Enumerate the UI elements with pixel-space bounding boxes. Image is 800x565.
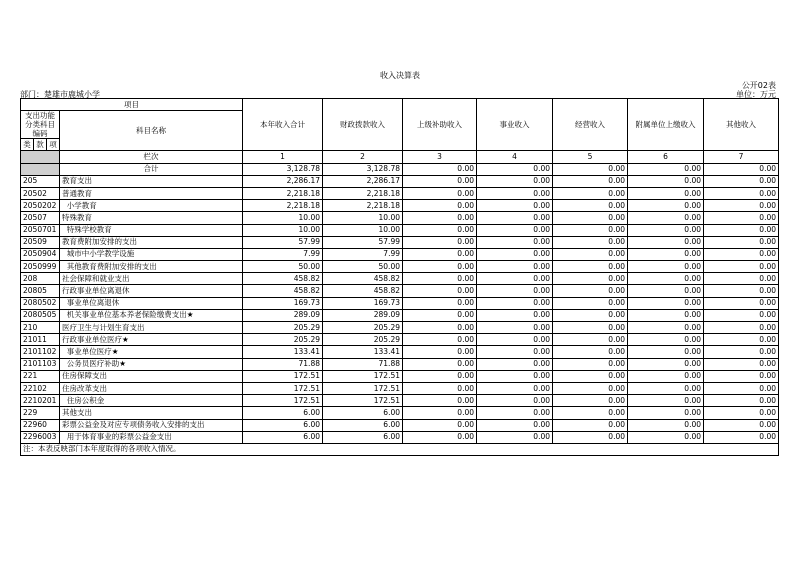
subject-code: 2210201 [21,395,60,407]
total-value: 0.00 [553,163,628,175]
amount-cell: 0.00 [628,334,704,346]
amount-cell: 133.41 [243,346,323,358]
table-row [21,346,779,358]
amount-cell: 0.00 [628,297,704,309]
table-row [21,395,779,407]
subject-code: 20805 [21,285,60,297]
report-title: 收入决算表 [380,71,420,80]
amount-cell: 0.00 [704,236,779,248]
header-kuan: 款 [34,139,47,151]
subject-code: 2080502 [21,297,60,309]
amount-cell: 0.00 [477,407,553,419]
subject-name: 住房改革支出 [60,382,243,394]
subject-code: 2080505 [21,309,60,321]
amount-cell: 6.00 [323,419,403,431]
amount-cell: 0.00 [403,395,477,407]
form-number: 公开02表 [741,81,776,90]
header-col-2: 财政拨款收入 [323,99,403,151]
total-label: 合计 [60,163,243,175]
amount-cell: 0.00 [477,382,553,394]
amount-cell: 0.00 [704,261,779,273]
subject-name: 其他教育费附加安排的支出 [60,261,243,273]
amount-cell: 0.00 [553,261,628,273]
amount-cell: 0.00 [477,224,553,236]
amount-cell: 0.00 [704,297,779,309]
amount-cell: 6.00 [243,431,323,443]
amount-cell: 0.00 [403,358,477,370]
amount-cell: 0.00 [477,419,553,431]
col-num-2: 2 [323,151,403,163]
amount-cell: 172.51 [243,395,323,407]
amount-cell: 0.00 [628,200,704,212]
subject-code: 229 [21,407,60,419]
subject-name: 城市中小学教学设施 [60,248,243,260]
amount-cell: 0.00 [628,309,704,321]
amount-cell: 0.00 [628,419,704,431]
amount-cell: 0.00 [477,334,553,346]
lanci-code-cell [21,151,60,163]
total-value: 0.00 [704,163,779,175]
amount-cell: 0.00 [477,370,553,382]
amount-cell: 0.00 [704,187,779,199]
subject-code: 2296003 [21,431,60,443]
amount-cell: 57.99 [323,236,403,248]
amount-cell: 458.82 [243,285,323,297]
table-row [21,236,779,248]
table-row [21,224,779,236]
header-lei: 类 [21,139,34,151]
amount-cell: 458.82 [243,273,323,285]
amount-cell: 169.73 [243,297,323,309]
col-num-3: 3 [403,151,477,163]
amount-cell: 0.00 [704,285,779,297]
amount-cell: 0.00 [553,382,628,394]
amount-cell: 0.00 [477,297,553,309]
subject-code: 2050904 [21,248,60,260]
amount-cell: 10.00 [323,212,403,224]
subject-name: 公务员医疗补助★ [60,358,243,370]
subject-name: 特殊学校教育 [60,224,243,236]
amount-cell: 0.00 [477,346,553,358]
amount-cell: 0.00 [477,212,553,224]
subject-code: 205 [21,175,60,187]
table-row [21,187,779,199]
amount-cell: 0.00 [553,285,628,297]
amount-cell: 0.00 [628,382,704,394]
amount-cell: 0.00 [403,382,477,394]
subject-code: 2101103 [21,358,60,370]
amount-cell: 2,218.18 [243,187,323,199]
amount-cell: 7.99 [243,248,323,260]
table-row [21,309,779,321]
amount-cell: 0.00 [628,261,704,273]
amount-cell: 0.00 [553,334,628,346]
subject-code: 20509 [21,236,60,248]
amount-cell: 0.00 [477,309,553,321]
amount-cell: 6.00 [323,431,403,443]
amount-cell: 0.00 [628,322,704,334]
table-row [21,261,779,273]
amount-cell: 0.00 [403,431,477,443]
amount-cell: 2,286.17 [243,175,323,187]
amount-cell: 205.29 [323,334,403,346]
amount-cell: 0.00 [403,261,477,273]
amount-cell: 0.00 [704,175,779,187]
amount-cell: 0.00 [403,309,477,321]
amount-cell: 133.41 [323,346,403,358]
amount-cell: 0.00 [628,248,704,260]
subject-name: 教育费附加安排的支出 [60,236,243,248]
amount-cell: 0.00 [628,175,704,187]
amount-cell: 0.00 [628,212,704,224]
note-row [21,443,779,455]
amount-cell: 0.00 [553,370,628,382]
col-num-7: 7 [704,151,779,163]
amount-cell: 0.00 [628,273,704,285]
amount-cell: 172.51 [243,370,323,382]
table-row [21,248,779,260]
amount-cell: 6.00 [243,407,323,419]
subject-name: 行政事业单位医疗★ [60,334,243,346]
header-lanci: 栏次 [60,151,243,163]
amount-cell: 0.00 [477,273,553,285]
amount-cell: 50.00 [323,261,403,273]
amount-cell: 0.00 [628,407,704,419]
table-row [21,382,779,394]
total-value: 0.00 [403,163,477,175]
subject-code: 221 [21,370,60,382]
subject-code: 2101102 [21,346,60,358]
subject-name: 特殊教育 [60,212,243,224]
header-col-4: 事业收入 [477,99,553,151]
amount-cell: 0.00 [477,236,553,248]
header-code-group: 支出功能分类科目编码 [21,111,60,139]
subject-code: 21011 [21,334,60,346]
subject-code: 20502 [21,187,60,199]
subject-code: 22102 [21,382,60,394]
amount-cell: 0.00 [704,273,779,285]
subject-name: 行政事业单位离退休 [60,285,243,297]
amount-cell: 7.99 [323,248,403,260]
amount-cell: 0.00 [704,309,779,321]
amount-cell: 0.00 [704,370,779,382]
subject-code: 20507 [21,212,60,224]
table-row [21,297,779,309]
col-num-5: 5 [553,151,628,163]
amount-cell: 0.00 [553,187,628,199]
total-row [21,163,779,175]
amount-cell: 0.00 [553,419,628,431]
amount-cell: 172.51 [323,395,403,407]
table-row [21,419,779,431]
amount-cell: 0.00 [704,224,779,236]
amount-cell: 0.00 [704,431,779,443]
amount-cell: 0.00 [628,431,704,443]
amount-cell: 172.51 [323,370,403,382]
subject-code: 208 [21,273,60,285]
col-num-1: 1 [243,151,323,163]
amount-cell: 0.00 [477,261,553,273]
amount-cell: 0.00 [403,187,477,199]
amount-cell: 169.73 [323,297,403,309]
amount-cell: 0.00 [628,395,704,407]
header-col-1: 本年收入合计 [243,99,323,151]
amount-cell: 0.00 [553,395,628,407]
amount-cell: 50.00 [243,261,323,273]
total-code-cell [21,163,60,175]
subject-name: 彩票公益金及对应专项债务收入安排的支出 [60,419,243,431]
amount-cell: 458.82 [323,273,403,285]
header-col-6: 附属单位上缴收入 [628,99,704,151]
subject-name: 小学教育 [60,200,243,212]
amount-cell: 0.00 [628,358,704,370]
amount-cell: 0.00 [477,322,553,334]
amount-cell: 0.00 [704,407,779,419]
amount-cell: 0.00 [553,248,628,260]
amount-cell: 0.00 [628,346,704,358]
col-num-4: 4 [477,151,553,163]
amount-cell: 0.00 [704,419,779,431]
amount-cell: 0.00 [704,322,779,334]
amount-cell: 0.00 [553,407,628,419]
amount-cell: 0.00 [553,236,628,248]
subject-code: 22960 [21,419,60,431]
table-row [21,407,779,419]
amount-cell: 0.00 [403,322,477,334]
total-value: 3,128.78 [243,163,323,175]
table-row [21,175,779,187]
amount-cell: 0.00 [628,224,704,236]
table-row [21,322,779,334]
amount-cell: 289.09 [323,309,403,321]
subject-name: 其他支出 [60,407,243,419]
amount-cell: 2,218.18 [323,187,403,199]
amount-cell: 0.00 [403,346,477,358]
amount-cell: 289.09 [243,309,323,321]
subject-name: 机关事业单位基本养老保险缴费支出★ [60,309,243,321]
subject-name: 医疗卫生与计划生育支出 [60,322,243,334]
amount-cell: 0.00 [403,248,477,260]
table-row [21,334,779,346]
amount-cell: 0.00 [553,309,628,321]
amount-cell: 71.88 [323,358,403,370]
amount-cell: 0.00 [704,248,779,260]
amount-cell: 2,286.17 [323,175,403,187]
header-xiang: 项 [47,139,60,151]
amount-cell: 0.00 [704,382,779,394]
header-xiangmu: 项目 [21,99,243,111]
subject-code: 2050999 [21,261,60,273]
amount-cell: 0.00 [628,187,704,199]
subject-name: 普通教育 [60,187,243,199]
amount-cell: 0.00 [403,236,477,248]
amount-cell: 0.00 [477,175,553,187]
table-row [21,212,779,224]
amount-cell: 0.00 [403,273,477,285]
header-subject-name: 科目名称 [60,111,243,151]
amount-cell: 0.00 [553,273,628,285]
amount-cell: 0.00 [403,370,477,382]
subject-code: 2050701 [21,224,60,236]
amount-cell: 0.00 [477,200,553,212]
amount-cell: 0.00 [704,346,779,358]
amount-cell: 172.51 [323,382,403,394]
amount-cell: 6.00 [243,419,323,431]
subject-name: 用于体育事业的彩票公益金支出 [60,431,243,443]
department-label: 部门：楚雄市鹿城小学 [20,90,100,99]
amount-cell: 0.00 [704,200,779,212]
header-col-3: 上级补助收入 [403,99,477,151]
amount-cell: 2,218.18 [243,200,323,212]
amount-cell: 0.00 [553,297,628,309]
amount-cell: 71.88 [243,358,323,370]
amount-cell: 0.00 [553,175,628,187]
amount-cell: 0.00 [628,236,704,248]
amount-cell: 0.00 [553,431,628,443]
amount-cell: 0.00 [403,285,477,297]
amount-cell: 205.29 [323,322,403,334]
amount-cell: 0.00 [477,285,553,297]
amount-cell: 172.51 [243,382,323,394]
amount-cell: 0.00 [704,212,779,224]
table-row [21,431,779,443]
total-value: 3,128.78 [323,163,403,175]
amount-cell: 0.00 [403,212,477,224]
amount-cell: 0.00 [553,322,628,334]
header-col-7: 其他收入 [704,99,779,151]
amount-cell: 0.00 [477,395,553,407]
amount-cell: 0.00 [403,419,477,431]
amount-cell: 10.00 [243,224,323,236]
amount-cell: 0.00 [704,334,779,346]
subject-name: 事业单位离退休 [60,297,243,309]
subject-name: 教育支出 [60,175,243,187]
amount-cell: 10.00 [243,212,323,224]
subject-name: 住房保障支出 [60,370,243,382]
amount-cell: 0.00 [553,224,628,236]
amount-cell: 0.00 [403,224,477,236]
total-value: 0.00 [628,163,704,175]
amount-cell: 0.00 [553,212,628,224]
amount-cell: 0.00 [477,187,553,199]
amount-cell: 0.00 [704,395,779,407]
amount-cell: 205.29 [243,334,323,346]
subject-name: 事业单位医疗★ [60,346,243,358]
subject-name: 住房公积金 [60,395,243,407]
amount-cell: 0.00 [403,175,477,187]
amount-cell: 0.00 [477,431,553,443]
col-num-6: 6 [628,151,704,163]
amount-cell: 0.00 [553,346,628,358]
amount-cell: 57.99 [243,236,323,248]
amount-cell: 6.00 [323,407,403,419]
amount-cell: 0.00 [477,248,553,260]
amount-cell: 0.00 [704,358,779,370]
amount-cell: 205.29 [243,322,323,334]
amount-cell: 2,218.18 [323,200,403,212]
amount-cell: 0.00 [403,407,477,419]
amount-cell: 0.00 [403,200,477,212]
total-value: 0.00 [477,163,553,175]
amount-cell: 458.82 [323,285,403,297]
subject-name: 社会保障和就业支出 [60,273,243,285]
amount-cell: 0.00 [628,285,704,297]
table-row [21,358,779,370]
table-row [21,370,779,382]
table-row [21,273,779,285]
subject-code: 2050202 [21,200,60,212]
amount-cell: 10.00 [323,224,403,236]
table-row [21,285,779,297]
table-note: 注：本表反映部门本年度取得的各项收入情况。 [21,443,779,455]
header-col-5: 经营收入 [553,99,628,151]
amount-cell: 0.00 [477,358,553,370]
subject-code: 210 [21,322,60,334]
amount-cell: 0.00 [403,297,477,309]
amount-cell: 0.00 [553,358,628,370]
income-table [20,98,779,456]
amount-cell: 0.00 [553,200,628,212]
amount-cell: 0.00 [628,370,704,382]
unit-label: 单位：万元 [736,90,776,99]
table-row [21,200,779,212]
amount-cell: 0.00 [403,334,477,346]
